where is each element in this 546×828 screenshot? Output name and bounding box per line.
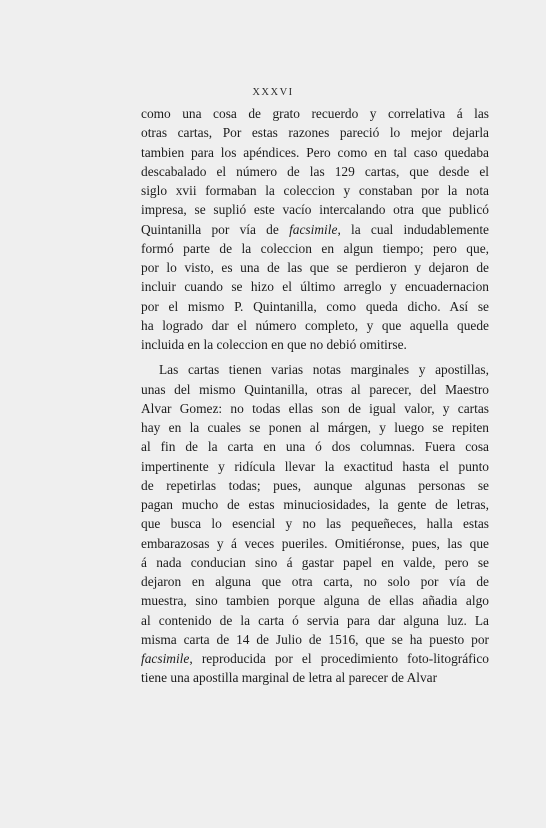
text-line: embarazosas y á veces pueriles. Omitiéronse, pues, las que bbox=[141, 535, 489, 551]
text-line: al contenido de la carta ó servia para dar alguna luz. La bbox=[141, 612, 489, 628]
text-line: Las cartas tienen varias notas marginales y apostillas, bbox=[159, 362, 489, 378]
text-line: impertinente y ridícula llevar la exactitud hasta el punto bbox=[141, 458, 489, 474]
text-line: tambien para los apéndices. Pero como en tal caso quedaba bbox=[141, 144, 489, 160]
text-line: formó parte de la coleccion en algun tiempo; pero que, bbox=[141, 240, 489, 256]
text-segment: , reproducida por el procedimiento foto-litográfico bbox=[189, 651, 489, 666]
text-line: impresa, se suplió este vacío intercalando otra que publicó bbox=[141, 202, 489, 218]
text-line: al fin de la carta en una ó dos columnas. Fuera cosa bbox=[141, 439, 489, 455]
text-line: por el mismo P. Quintanilla, como queda dicho. Así se bbox=[141, 298, 489, 314]
text-line: misma carta de 14 de Julio de 1516, que se ha puesto por bbox=[141, 631, 489, 647]
italic-term: facsimile bbox=[289, 221, 338, 237]
page-number: XXXVI bbox=[252, 87, 294, 98]
text-line: dejaron en alguna que otra carta, no solo por vía de bbox=[141, 574, 489, 589]
text-line: Alvar Gomez: no todas ellas son de igual valor, y cartas bbox=[141, 400, 489, 416]
paragraph-2 bbox=[141, 360, 489, 687]
paragraph-1 bbox=[141, 104, 489, 354]
text-segment: Quintanilla por vía de bbox=[141, 221, 290, 237]
text-line: muestra, sino tambien porque alguna de ellas añadia algo bbox=[141, 593, 489, 609]
text-line: descabalado el número de las 129 cartas, que desde el bbox=[141, 163, 489, 179]
text-line: otras cartas, Por estas razones pareció lo mejor dejarla bbox=[141, 125, 489, 141]
text-line: tiene una apostilla marginal de letra al parecer de Alvar bbox=[141, 670, 438, 686]
text-line: ha logrado dar el número completo, y que aquella quede bbox=[141, 317, 489, 333]
text-line: pagan mucho de estas minuciosidades, la gente de letras, bbox=[141, 497, 489, 512]
body-text bbox=[141, 104, 489, 688]
text-line: á nada conducian sino á gastar papel en valde, pero se bbox=[141, 554, 489, 570]
text-line: por lo visto, es una de las que se perdieron y dejaron de bbox=[141, 260, 489, 275]
text-line bbox=[141, 649, 489, 668]
text-line: de repetirlas todas; pues, aunque algunas personas se bbox=[141, 477, 489, 493]
text-line: incluir cuando se hizo el último arreglo y encuadernacion bbox=[141, 279, 489, 295]
text-line: incluida en la coleccion en que no debió omitirse. bbox=[141, 337, 407, 352]
text-segment: , la cual indudablemente bbox=[337, 221, 490, 237]
text-line: unas del mismo Quintanilla, otras al parecer, del Maestro bbox=[141, 381, 489, 397]
text-line: hay en la cuales se ponen al márgen, y luego se repiten bbox=[141, 420, 489, 435]
italic-term: facsimile bbox=[141, 651, 190, 666]
text-line bbox=[141, 220, 489, 239]
text-line: como una cosa de grato recuerdo y correlativa á las bbox=[141, 106, 489, 121]
text-line: que busca lo esencial y no las pequeñeces, halla estas bbox=[141, 516, 489, 532]
text-line: siglo xvii formaban la coleccion y constaban por la nota bbox=[141, 183, 489, 198]
